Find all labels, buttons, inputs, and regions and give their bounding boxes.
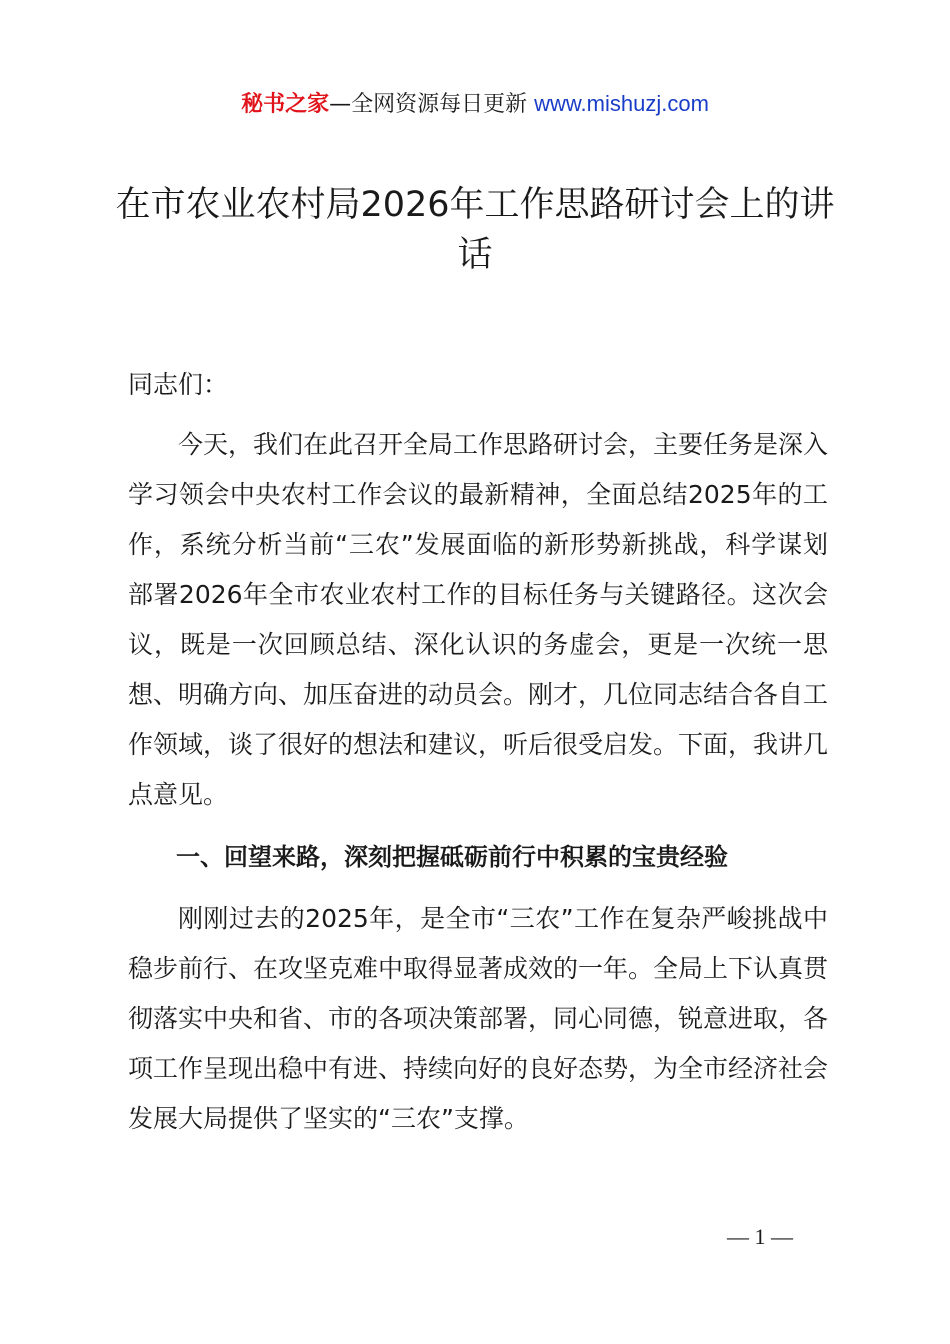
page-number: — 1 — xyxy=(727,1224,793,1249)
document-body xyxy=(128,360,828,1156)
salutation: 同志们： xyxy=(128,370,229,399)
document-title: 在市农业农村局2026年工作思路研讨会上的讲话 xyxy=(115,185,835,275)
header-url[interactable]: www.mishuzj.com xyxy=(534,91,709,116)
section-heading-1: 一、回望来路，深刻把握砥砺前行中积累的宝贵经验 xyxy=(176,843,728,871)
site-header xyxy=(0,88,950,121)
brand-name: 秘书之家 xyxy=(241,92,330,117)
intro-paragraph: 今天，我们在此召开全局工作思路研讨会，主要任务是深入学习领会中央农村工作会议的最新精神，全面总结2025年的工作，系统分析当前“三农”发展面临的新形势新挑战，科学谋划部署2026年全市农业农村工作的目标任务与关键路径。这次会议，既是一次回顾总结、深化认识的务虚会，更是一次统一思想、明确方向、加压奋进的动员会。刚才，几位同志结合各自工作领域，谈了很好的想法和建议，听后很受启发。下面，我讲几点意见。 xyxy=(128,430,829,809)
header-tagline: —全网资源每日更新 xyxy=(329,92,535,117)
section-1-paragraph: 刚刚过去的2025年，是全市“三农”工作在复杂严峻挑战中稳步前行、在攻坚克难中取得显著成效的一年。全局上下认真贯彻落实中央和省、市的各项决策部署，同心同德，锐意进取，各项工作呈现出稳中有进、持续向好的良好态势，为全市经济社会发展大局提供了坚实的“三农”支撑。 xyxy=(128,904,829,1133)
